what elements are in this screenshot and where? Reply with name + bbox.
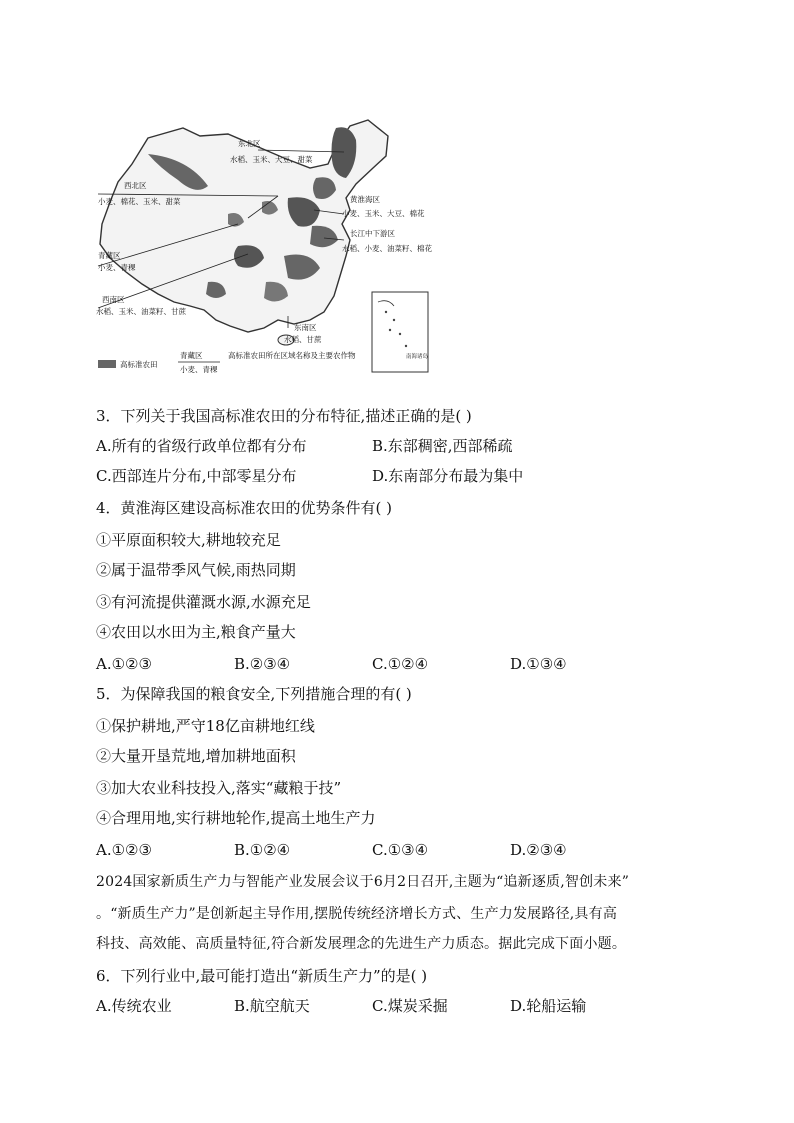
legend-swatch (98, 360, 116, 368)
label-northeast: 东北区 (238, 139, 261, 148)
svg-text:水稻、小麦、油菜籽、棉花: 水稻、小麦、油菜籽、棉花 (342, 244, 432, 253)
label-huanghuaihai: 黄淮海区 (350, 195, 380, 204)
q3-stem: 3．下列关于我国高标准农田的分布特征,描述正确的是( ) (96, 407, 472, 425)
passage-line-2: 。“新质生产力”是创新起主导作用,摆脱传统经济增长方式、生产力发展路径,具有高 (96, 906, 618, 922)
svg-text:小麦、青稞: 小麦、青稞 (98, 263, 136, 272)
q4-option-a[interactable]: A.①②③ (96, 655, 152, 673)
q5-item-3: ③加大农业科技投入,落实“藏粮于技” (96, 779, 342, 797)
q6-option-a[interactable]: A.传统农业 (96, 997, 172, 1015)
q3-option-c[interactable]: C.西部连片分布,中部零星分布 (96, 467, 297, 485)
label-southeast: 东南区 (294, 323, 317, 332)
q5-item-1: ①保护耕地,严守18亿亩耕地红线 (96, 717, 315, 735)
q5-option-a[interactable]: A.①②③ (96, 841, 152, 859)
q6-option-c[interactable]: C.煤炭采掘 (372, 997, 448, 1015)
legend-sample-region: 青藏区 (180, 351, 203, 360)
label-yangtze: 长江中下游区 (350, 229, 395, 238)
label-qingzang: 青藏区 (98, 251, 121, 260)
legend-farmland-label: 高标准农田 (120, 360, 158, 369)
q4-option-b[interactable]: B.②③④ (234, 655, 291, 673)
q4-item-2: ②属于温带季风气候,雨热同期 (96, 561, 296, 579)
q3-option-a[interactable]: A.所有的省级行政单位都有分布 (96, 437, 307, 455)
svg-text:水稻、甘蔗: 水稻、甘蔗 (284, 335, 322, 344)
passage-line-3: 科技、高效能、高质量特征,符合新发展理念的先进生产力质态。据此完成下面小题。 (96, 936, 627, 952)
inset-label: 南海诸岛 (406, 354, 429, 360)
legend-desc: 高标准农田所在区域名称及主要农作物 (228, 351, 356, 360)
q4-item-4: ④农田以水田为主,粮食产量大 (96, 623, 296, 641)
q4-option-c[interactable]: C.①②④ (372, 655, 429, 673)
q5-option-d[interactable]: D.②③④ (510, 841, 567, 859)
q3-option-b[interactable]: B.东部稠密,西部稀疏 (372, 437, 513, 455)
farmland-distribution-map (88, 106, 436, 388)
q4-item-3: ③有河流提供灌溉水源,水源充足 (96, 593, 311, 611)
q6-option-b[interactable]: B.航空航天 (234, 997, 310, 1015)
passage-line-1: 2024国家新质生产力与智能产业发展会议于6月2日召开,主题为“追新逐质,智创未来” (96, 874, 630, 890)
legend-sample-crops: 小麦、青稞 (180, 365, 218, 374)
svg-text:小麦、棉花、玉米、甜菜: 小麦、棉花、玉米、甜菜 (98, 197, 181, 206)
svg-text:小麦、玉米、大豆、棉花: 小麦、玉米、大豆、棉花 (342, 209, 425, 218)
q5-stem: 5．为保障我国的粮食安全,下列措施合理的有( ) (96, 685, 412, 703)
q5-item-4: ④合理用地,实行耕地轮作,提高土地生产力 (96, 809, 376, 827)
q5-option-b[interactable]: B.①②④ (234, 841, 291, 859)
q5-option-c[interactable]: C.①③④ (372, 841, 429, 859)
label-southwest: 西南区 (102, 295, 125, 304)
svg-text:水稻、玉米、大豆、甜菜: 水稻、玉米、大豆、甜菜 (230, 155, 313, 164)
q6-stem: 6．下列行业中,最可能打造出“新质生产力”的是( ) (96, 967, 428, 985)
q3-option-d[interactable]: D.东南部分布最为集中 (372, 467, 524, 485)
south-china-sea-inset (372, 292, 428, 372)
svg-text:水稻、玉米、油菜籽、甘蔗: 水稻、玉米、油菜籽、甘蔗 (96, 307, 186, 316)
q6-option-d[interactable]: D.轮船运输 (510, 997, 587, 1015)
q4-stem: 4．黄淮海区建设高标准农田的优势条件有( ) (96, 499, 393, 517)
q5-item-2: ②大量开垦荒地,增加耕地面积 (96, 747, 296, 765)
label-northwest: 西北区 (124, 181, 147, 190)
q4-item-1: ①平原面积较大,耕地较充足 (96, 531, 281, 549)
q4-option-d[interactable]: D.①③④ (510, 655, 567, 673)
